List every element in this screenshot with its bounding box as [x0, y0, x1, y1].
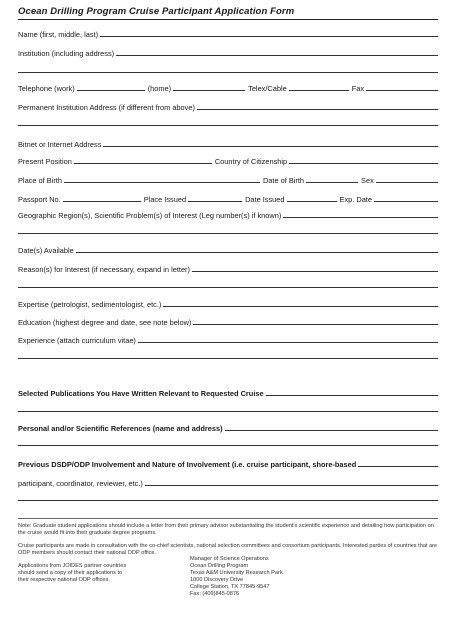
- institution-label: Institution (including address): [18, 49, 115, 58]
- fax-field[interactable]: [366, 90, 438, 91]
- publications-field-line-2[interactable]: [18, 411, 438, 412]
- telephone-home-field[interactable]: [173, 90, 245, 91]
- reasons-interest-row: [18, 262, 438, 274]
- exp-date-field[interactable]: [374, 201, 438, 202]
- place-of-birth-label: Place of Birth: [18, 176, 62, 185]
- joides-partner-note: Applications from JOIDES partner countries should send a copy of their applications to their respective national ODP offices.: [18, 563, 127, 583]
- expertise-field[interactable]: [163, 306, 438, 307]
- place-issued-field[interactable]: [188, 201, 242, 202]
- previous-involvement-field-2[interactable]: [145, 485, 438, 486]
- telex-cable-field[interactable]: [289, 90, 349, 91]
- geographic-regions-field[interactable]: [283, 217, 438, 218]
- permanent-address-label: Permanent Institution Address (if different from above): [18, 103, 195, 112]
- present-position-label: Present Position: [18, 157, 72, 166]
- telex-cable-label: Telex/Cable: [248, 84, 287, 93]
- publications-row: [18, 386, 438, 398]
- mailing-address: Manager of Science Operations Ocean Drilling Program Texas A&M University Research Park 1000 Discovery Drive College Station, TX 77845-9547 Fax: (409)845-0876: [190, 556, 283, 597]
- institution-row: [18, 46, 438, 58]
- sex-field[interactable]: [376, 182, 438, 183]
- country-citizenship-field[interactable]: [289, 163, 438, 164]
- previous-involvement-row: [18, 457, 438, 469]
- permanent-address-row: [18, 100, 438, 112]
- name-row: [18, 27, 438, 39]
- geographic-regions-field-line-2[interactable]: [18, 233, 438, 234]
- previous-involvement-label: Previous DSDP/ODP Involvement and Nature of Involvement (i.e. cruise participant, shore-based: [18, 460, 357, 469]
- notes-separator: [18, 518, 438, 519]
- name-field[interactable]: [100, 36, 438, 37]
- cruise-participants-note: Cruise participants are made in consultation with the co-chief scientists, national selection committees and consortium participants. Interested parties of countries that are ODP members should contact their national ODP office.: [18, 543, 438, 556]
- telephone-home-label: (home): [147, 84, 172, 93]
- bitnet-row: [18, 137, 438, 149]
- references-label: Personal and/or Scientific References (name and address): [18, 424, 223, 433]
- references-row: [18, 421, 438, 433]
- geographic-regions-label: Geographic Region(s), Scientific Problem(s) of Interest (Leg number(s) if known): [18, 211, 282, 220]
- publications-field[interactable]: [266, 395, 438, 396]
- bitnet-label: Bitnet or Internet Address: [18, 140, 102, 149]
- date-issued-field[interactable]: [287, 201, 337, 202]
- country-citizenship-label: Country of Citizenship: [214, 157, 288, 166]
- education-row: [18, 315, 438, 327]
- place-issued-label: Place Issued: [143, 195, 187, 204]
- previous-involvement-field-line-3[interactable]: [18, 500, 438, 501]
- institution-field-line-2[interactable]: [18, 72, 438, 73]
- passport-row: [18, 192, 438, 204]
- date-of-birth-label: Date of Birth: [262, 176, 305, 185]
- exp-date-label: Exp. Date: [339, 195, 372, 204]
- birth-row: [18, 173, 438, 185]
- telephone-work-field[interactable]: [77, 90, 145, 91]
- dates-available-label: Date(s) Available: [18, 246, 74, 255]
- expertise-row: [18, 297, 438, 309]
- present-position-field[interactable]: [74, 163, 212, 164]
- previous-involvement-cont-label: participant, coordinator, reviewer, etc.): [18, 479, 143, 488]
- institution-field[interactable]: [116, 55, 438, 56]
- telephone-work-label: Telephone (work): [18, 84, 75, 93]
- date-of-birth-field[interactable]: [306, 182, 358, 183]
- title-rule: [18, 19, 438, 20]
- reasons-interest-label: Reason(s) for Interest (if necessary, expand in letter): [18, 265, 190, 274]
- references-field[interactable]: [225, 430, 438, 431]
- experience-label: Experience (attach curriculum vitae): [18, 336, 136, 345]
- sex-label: Sex: [361, 176, 374, 185]
- experience-field-line-2[interactable]: [18, 358, 438, 359]
- experience-row: [18, 333, 438, 345]
- passport-no-field[interactable]: [63, 201, 141, 202]
- previous-involvement-field[interactable]: [358, 466, 438, 467]
- education-field[interactable]: [193, 324, 438, 325]
- education-label: Education (highest degree and date, see note below): [18, 318, 192, 327]
- passport-no-label: Passport No.: [18, 195, 61, 204]
- publications-label: Selected Publications You Have Written Relevant to Requested Cruise: [18, 389, 264, 398]
- references-field-line-2[interactable]: [18, 445, 438, 446]
- permanent-address-field-line-2[interactable]: [18, 125, 438, 126]
- present-position-row: [18, 154, 438, 166]
- reasons-interest-field[interactable]: [192, 271, 438, 272]
- geographic-regions-row: [18, 208, 438, 220]
- experience-field[interactable]: [138, 342, 438, 343]
- dates-available-row: [18, 243, 438, 255]
- expertise-label: Expertise (petrologist, sedimentologist, etc.): [18, 300, 162, 309]
- previous-involvement-row-2: [18, 476, 438, 488]
- date-issued-label: Date Issued: [245, 195, 285, 204]
- reasons-interest-field-line-2[interactable]: [18, 287, 438, 288]
- dates-available-field[interactable]: [76, 252, 438, 253]
- telephone-row: [18, 81, 438, 93]
- bitnet-field[interactable]: [103, 146, 438, 147]
- name-label: Name (first, middle, last): [18, 30, 99, 39]
- graduate-student-note: Note: Graduate student applications should include a letter from their primary advisor substantiating the student's scientific experience and detailing how participation on the cruise would fit into their graduate degree programs.: [18, 523, 434, 536]
- place-of-birth-field[interactable]: [64, 182, 260, 183]
- permanent-address-field[interactable]: [197, 109, 438, 110]
- fax-label: Fax: [351, 84, 365, 93]
- form-title: Ocean Drilling Program Cruise Participant Application Form: [18, 6, 295, 17]
